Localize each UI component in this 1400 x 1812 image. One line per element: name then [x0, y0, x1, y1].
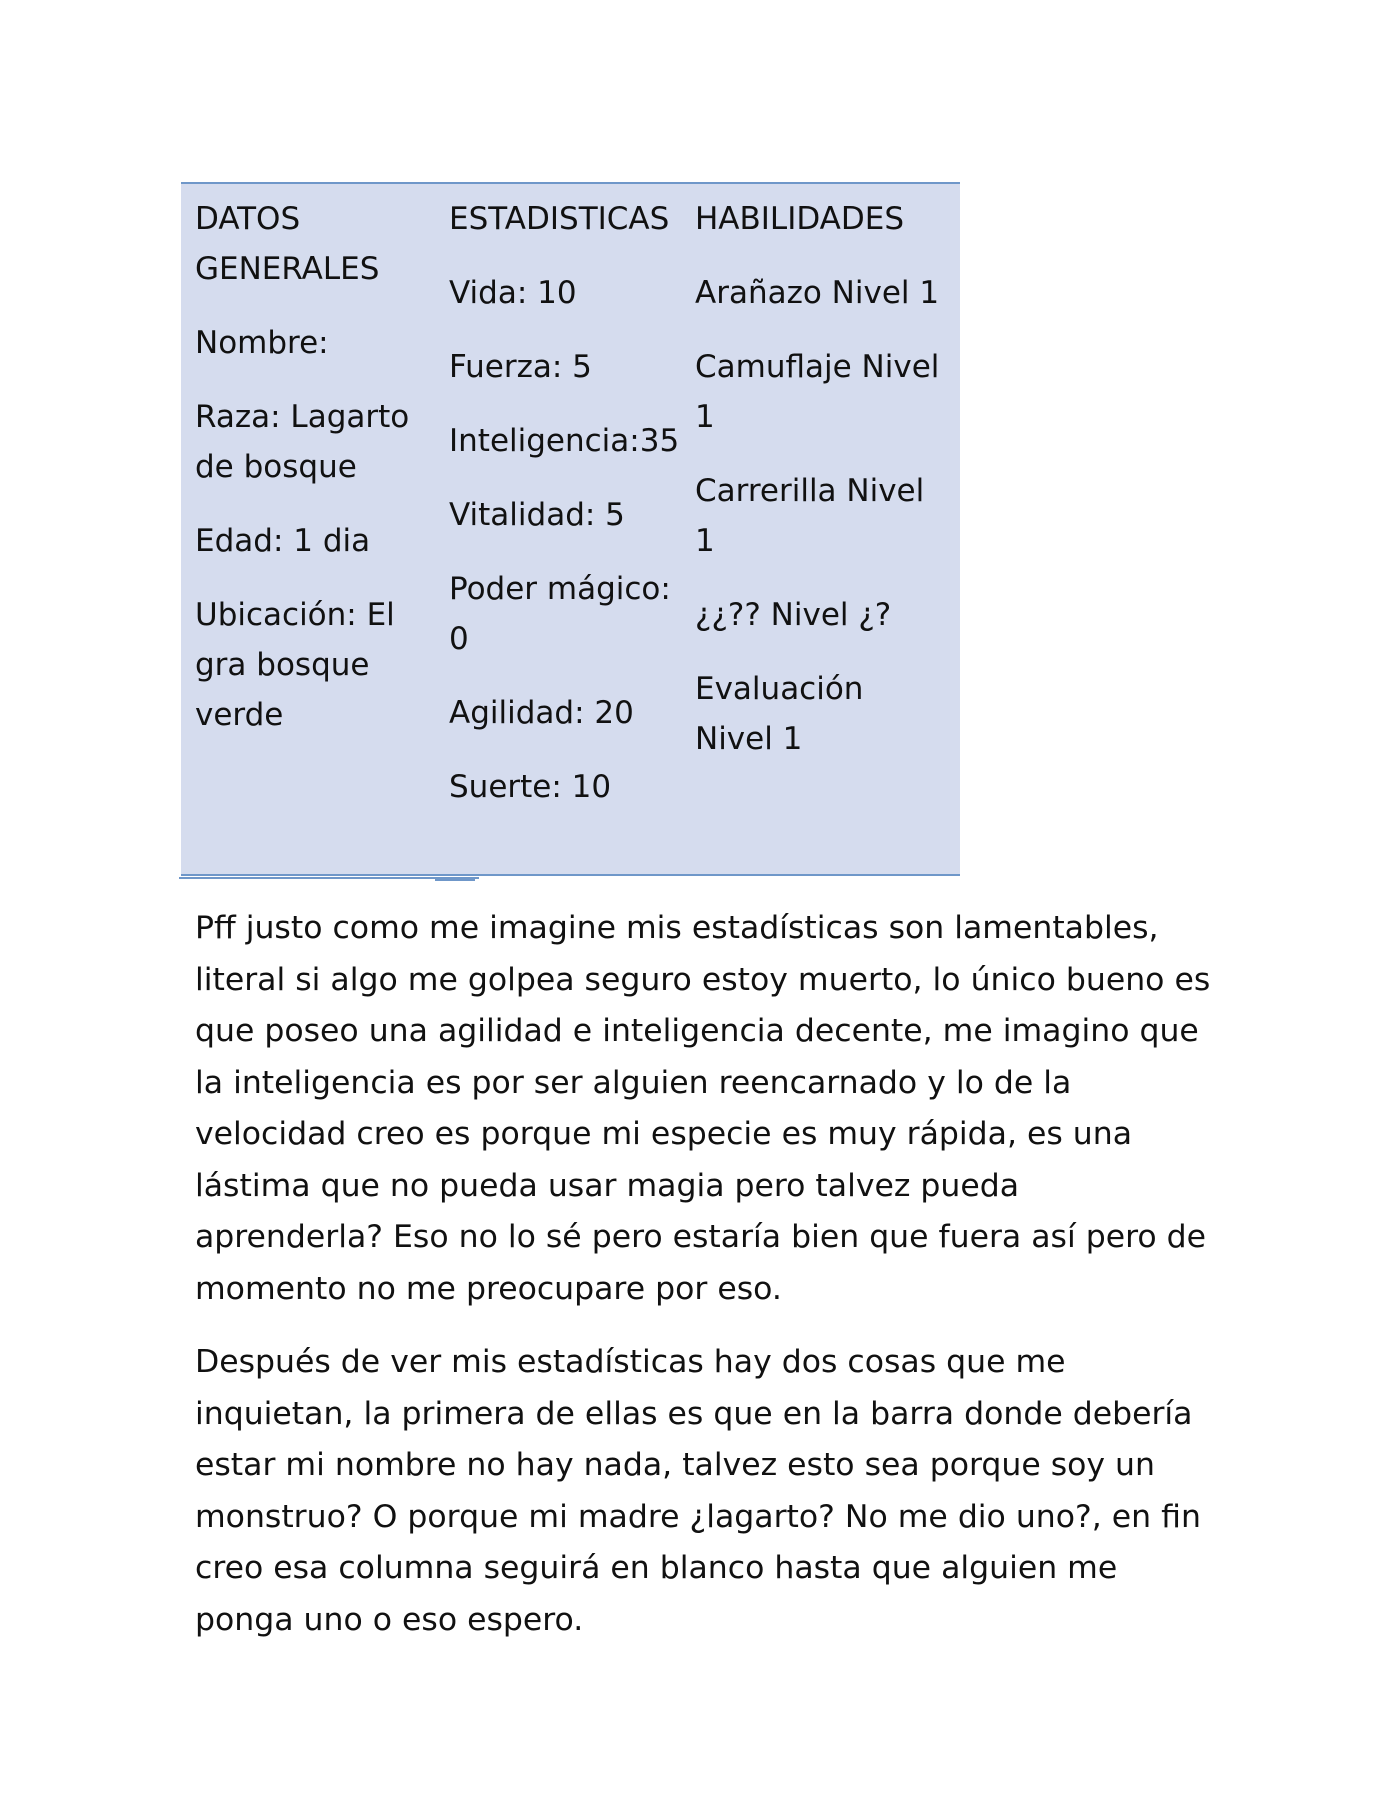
paragraph: Después de ver mis estadísticas hay dos cosas que me inquietan, la primera de ellas es que en la barra donde debería estar mi nombre no hay nada, talvez esto sea porque soy un monstruo? O porque mi madre ¿lagarto? No me dio uno?, en fin creo esa columna seguirá en blanco hasta que alguien me ponga uno o eso espero.: [195, 1344, 1201, 1638]
stat-magic-power: Poder mágico: 0: [449, 571, 671, 657]
stats-table: [181, 182, 960, 876]
skill-evaluation: Evaluación Nivel 1: [695, 671, 864, 757]
stat-life: Vida: 10: [449, 275, 577, 311]
stat-agility: Agilidad: 20: [449, 695, 634, 731]
column-heading: ESTADISTICAS: [449, 201, 670, 237]
general-age: Edad: 1 dia: [195, 523, 371, 559]
skill-scratch: Arañazo Nivel 1: [695, 275, 940, 311]
stat-strength: Fuerza: 5: [449, 349, 592, 385]
skill-dash: Carrerilla Nivel 1: [695, 473, 925, 559]
skill-camouflage: Camuflaje Nivel 1: [695, 349, 940, 435]
stat-vitality: Vitalidad: 5: [449, 497, 625, 533]
column-general-data: [195, 194, 445, 764]
stat-luck: Suerte: 10: [449, 769, 612, 805]
general-name: Nombre:: [195, 325, 329, 361]
column-heading: DATOS GENERALES: [195, 201, 380, 287]
paragraph: Pff justo como me imagine mis estadísticas son lamentables, literal si algo me golpea seguro estoy muerto, lo único bueno es que poseo una agilidad e inteligencia decente, me imagino que la inteligencia es por ser alguien reencarnado y lo de la velocidad creo es porque mi especie es muy rápida, es una lástima que no pueda usar magia pero talvez pueda aprenderla? Eso no lo sé pero estaría bien que fuera así pero de momento no me preocupare por eso.: [195, 910, 1211, 1307]
narrative-text: [195, 903, 1215, 1668]
column-stats: [449, 194, 689, 836]
table-bottom-rule-mark: [435, 879, 475, 881]
stat-intelligence: Inteligencia:35: [449, 423, 680, 459]
general-race: Raza: Lagarto de bosque: [195, 399, 410, 485]
column-skills: [695, 194, 945, 788]
general-location: Ubicación: El gra bosque verde: [195, 597, 395, 733]
skill-unknown: ¿¿?? Nivel ¿?: [695, 597, 892, 633]
column-heading: HABILIDADES: [695, 201, 905, 237]
table-bottom-rule: [179, 877, 479, 879]
